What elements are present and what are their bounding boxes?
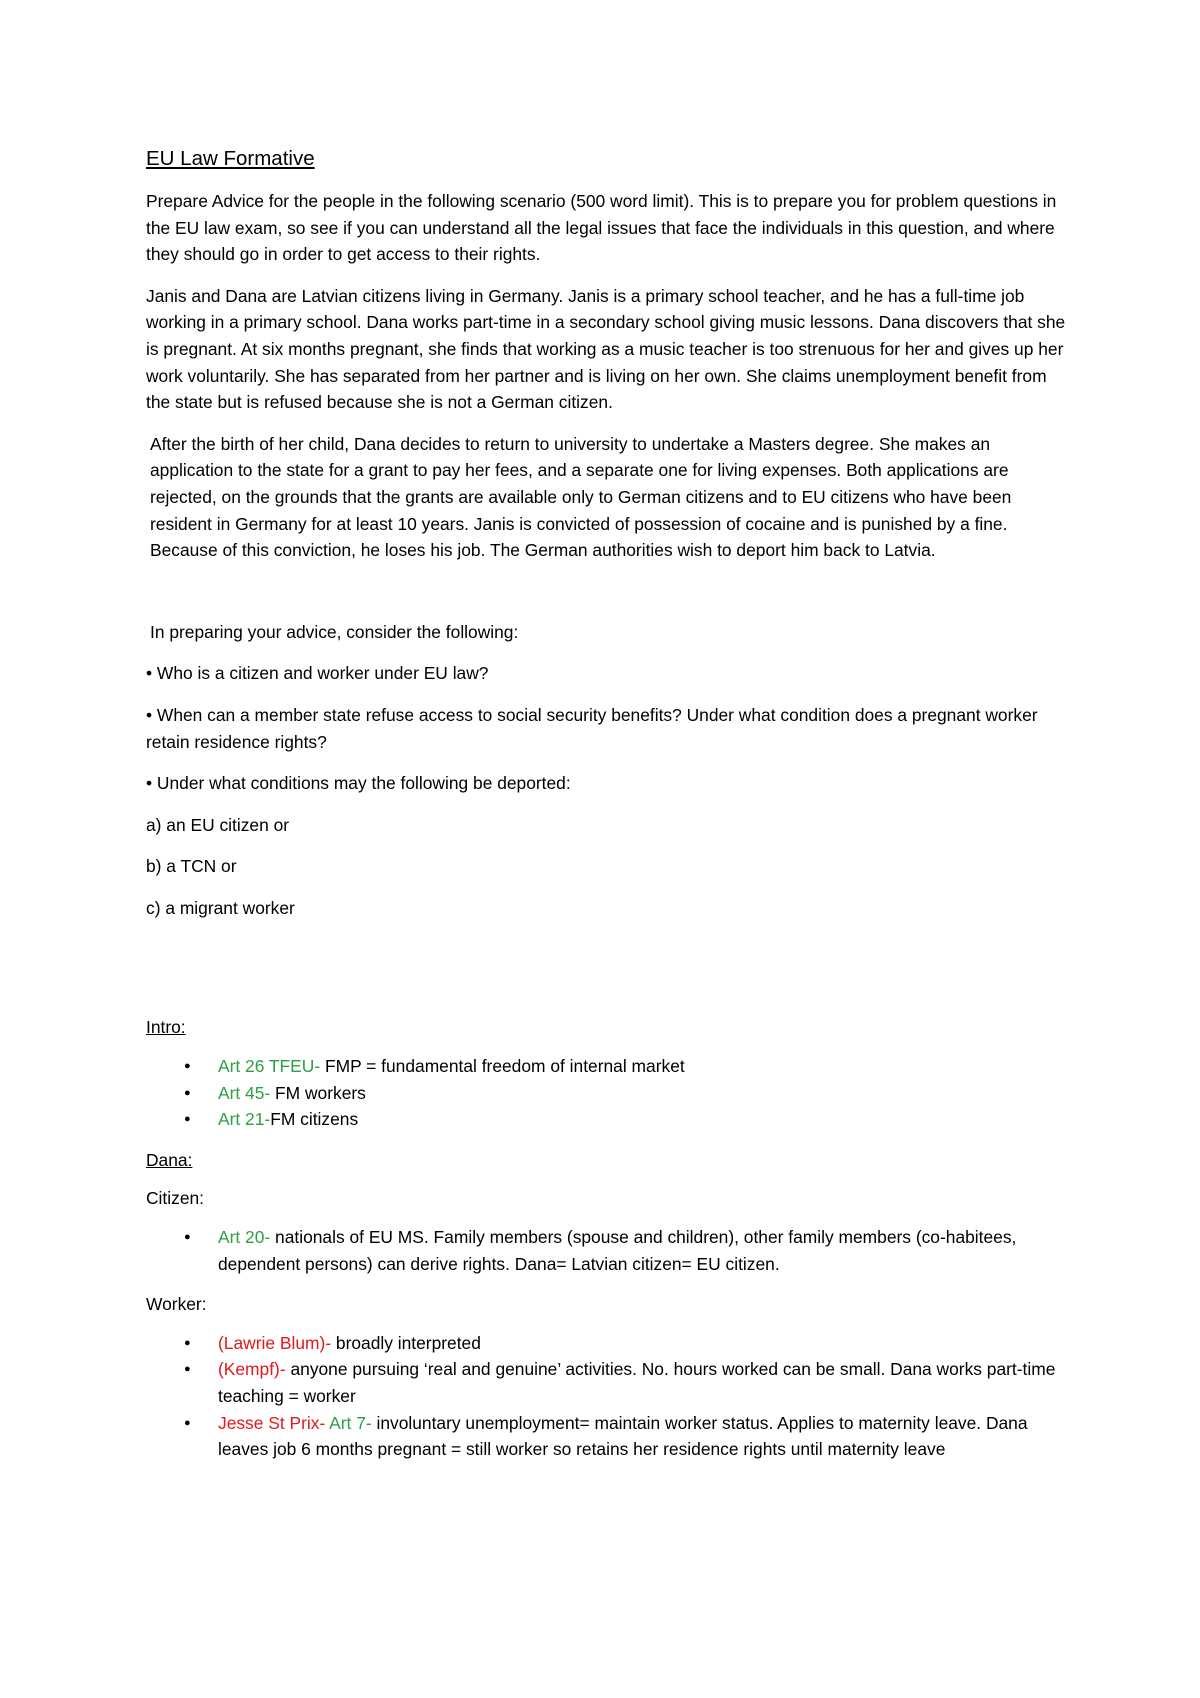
list-item-text: FM workers bbox=[270, 1082, 366, 1103]
scenario-paragraph-1: Janis and Dana are Latvian citizens living in Germany. Janis is a primary school teacher, and he has a full-time job working in a primary school. Dana works part-time in a secondary school giving music lessons. Dana discovers that she is pregnant. At six months pregnant, she finds that working as a music teacher is too strenuous for her and gives up her work voluntarily. She has separated from her partner and is living on her own. She claims unemployment benefit from the state but is refused because she is not a German citizen. bbox=[146, 285, 1066, 413]
worker-list bbox=[146, 1330, 1066, 1463]
list-item bbox=[146, 1080, 1066, 1107]
document-title: EU Law Formative bbox=[146, 147, 315, 170]
spacer bbox=[146, 579, 1066, 619]
article-ref: Art 45- bbox=[218, 1082, 271, 1103]
list-item bbox=[146, 1224, 1066, 1277]
list-item bbox=[146, 1356, 1066, 1409]
deport-option: c) a migrant worker bbox=[146, 897, 295, 918]
list-item bbox=[146, 1106, 1066, 1133]
intro-heading: Intro: bbox=[146, 1017, 186, 1038]
dana-heading: Dana: bbox=[146, 1149, 193, 1170]
list-item bbox=[146, 1330, 1066, 1357]
list-item bbox=[146, 1053, 1066, 1080]
deport-option: a) an EU citizen or bbox=[146, 814, 290, 835]
list-item-text: involuntary unemployment= maintain worker status. Applies to maternity leave. Dana leaves job 6 months pregnant = still worker so retains her residence rights until maternity leave bbox=[218, 1412, 1028, 1460]
spacer bbox=[146, 936, 1066, 1014]
list-item-text: FM citizens bbox=[270, 1109, 359, 1130]
worker-heading: Worker: bbox=[146, 1294, 207, 1315]
list-item-text: FMP = fundamental freedom of internal market bbox=[320, 1056, 685, 1077]
article-ref: Art 20- bbox=[218, 1227, 271, 1248]
case-ref: (Kempf)- bbox=[218, 1359, 286, 1380]
consider-item: • Who is a citizen and worker under EU law? bbox=[146, 663, 489, 684]
intro-paragraph: Prepare Advice for the people in the following scenario (500 word limit). This is to prepare you for problem questions in the EU law exam, so see if you can understand all the legal issues that face the individuals in this question, and where they should go in order to get access to their rights. bbox=[146, 191, 1057, 265]
consider-item: • Under what conditions may the following be deported: bbox=[146, 773, 571, 794]
scenario-paragraph-2: After the birth of her child, Dana decides to return to university to undertake a Masters degree. She makes an application to the state for a grant to pay her fees, and a separate one for living expenses. Both applications are rejected, on the grounds that the grants are available only to German citizens and to EU citizens who have been resident in Germany for at least 10 years. Janis is convicted of possession of cocaine and is punished by a fine. Because of this conviction, he loses his job. The German authorities wish to deport him back to Latvia. bbox=[150, 433, 1012, 561]
consider-item: • When can a member state refuse access to social security benefits? Under what condition does a pregnant worker retain residence rights? bbox=[146, 704, 1038, 752]
citizen-list bbox=[146, 1224, 1066, 1277]
intro-list bbox=[146, 1053, 1066, 1133]
list-item-text: broadly interpreted bbox=[331, 1332, 481, 1353]
list-item-text: nationals of EU MS. Family members (spouse and children), other family members (co-habitees, dependent persons) can derive rights. Dana= Latvian citizen= EU citizen. bbox=[218, 1227, 1017, 1274]
article-ref: Art 21- bbox=[218, 1109, 271, 1130]
consider-heading: In preparing your advice, consider the following: bbox=[150, 621, 519, 642]
list-item-text: anyone pursuing ‘real and genuine’ activities. No. hours worked can be small. Dana works part-time teaching = worker bbox=[218, 1359, 1056, 1406]
document-page bbox=[146, 146, 1066, 1477]
article-ref: Art 7- bbox=[325, 1412, 372, 1433]
article-ref: Art 26 TFEU- bbox=[218, 1056, 321, 1077]
citizen-heading: Citizen: bbox=[146, 1188, 204, 1209]
deport-option: b) a TCN or bbox=[146, 856, 237, 877]
case-ref: Jesse St Prix- bbox=[218, 1412, 326, 1433]
list-item bbox=[146, 1410, 1066, 1463]
case-ref: (Lawrie Blum)- bbox=[218, 1332, 332, 1353]
